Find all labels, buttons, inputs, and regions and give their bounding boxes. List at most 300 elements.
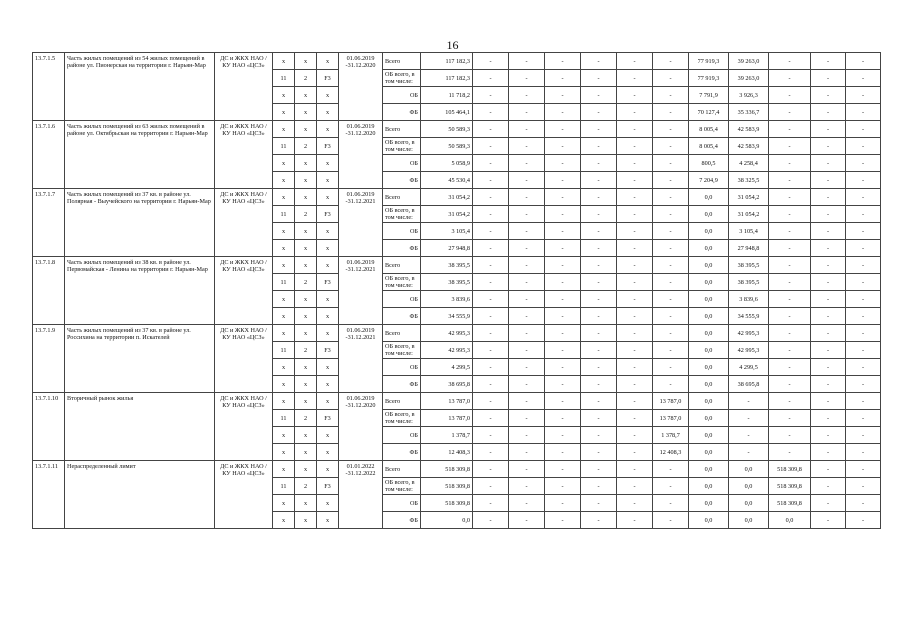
year-value: - [769, 172, 811, 189]
year-value: - [811, 427, 846, 444]
year-value: - [581, 223, 617, 240]
year-value: - [769, 240, 811, 257]
total-value: 4 299,5 [421, 359, 473, 376]
year-value: - [811, 257, 846, 274]
year-value: - [846, 240, 881, 257]
total-value: 34 555,9 [421, 308, 473, 325]
year-value: - [653, 461, 689, 478]
year-value: - [653, 512, 689, 529]
code-cell: х [273, 325, 295, 342]
year-value: 4 299,5 [729, 359, 769, 376]
year-value: - [473, 138, 509, 155]
year-value: - [581, 206, 617, 223]
year-value: - [653, 138, 689, 155]
year-value: - [545, 461, 581, 478]
year-value: - [509, 257, 545, 274]
year-value: - [581, 274, 617, 291]
code-cell: х [317, 461, 339, 478]
year-value: - [811, 189, 846, 206]
year-value: 13 787,0 [653, 393, 689, 410]
code-cell: 2 [295, 410, 317, 427]
year-value: - [811, 461, 846, 478]
year-value: 0,0 [689, 223, 729, 240]
year-value: - [581, 342, 617, 359]
item-executor: ДС и ЖКХ НАО / КУ НАО «ЦСЗ» [215, 257, 273, 325]
year-value: - [473, 308, 509, 325]
year-value: 34 555,9 [729, 308, 769, 325]
year-value: - [846, 461, 881, 478]
year-value: - [653, 240, 689, 257]
year-value: - [545, 410, 581, 427]
funding-source: ОБ [383, 427, 421, 444]
year-value: - [473, 444, 509, 461]
year-value: - [769, 53, 811, 70]
year-value: 4 258,4 [729, 155, 769, 172]
total-value: 31 054,2 [421, 206, 473, 223]
year-value: - [581, 189, 617, 206]
year-value: - [846, 274, 881, 291]
code-cell: х [273, 104, 295, 121]
year-value: - [509, 325, 545, 342]
year-value: - [653, 172, 689, 189]
code-cell: х [317, 359, 339, 376]
year-value: - [473, 104, 509, 121]
year-value: - [581, 393, 617, 410]
year-value: - [581, 427, 617, 444]
year-value: - [846, 138, 881, 155]
year-value: - [846, 410, 881, 427]
year-value: - [846, 206, 881, 223]
funding-source: ОБ всего, в том числе: [383, 342, 421, 359]
item-name: Часть жилых помещений из 54 жилых помещений в районе ул. Пионерская на территории г. Нарьян-Мар [65, 53, 215, 121]
year-value: 1 378,7 [653, 427, 689, 444]
funding-source: ФБ [383, 172, 421, 189]
year-value: 42 995,3 [729, 325, 769, 342]
year-value: - [509, 240, 545, 257]
year-value: - [769, 427, 811, 444]
item-code: 13.7.1.9 [33, 325, 65, 393]
code-cell: х [295, 359, 317, 376]
year-value: - [617, 206, 653, 223]
total-value: 42 995,3 [421, 325, 473, 342]
year-value: - [509, 223, 545, 240]
year-value: - [769, 376, 811, 393]
table-row [33, 121, 881, 138]
year-value: - [769, 223, 811, 240]
year-value: - [617, 240, 653, 257]
code-cell: х [317, 512, 339, 529]
year-value: 42 583,9 [729, 121, 769, 138]
year-value: - [769, 359, 811, 376]
code-cell: х [317, 240, 339, 257]
code-cell: х [295, 325, 317, 342]
code-cell: х [273, 53, 295, 70]
item-code: 13.7.1.7 [33, 189, 65, 257]
year-value: - [653, 308, 689, 325]
page-number: 16 [446, 38, 459, 52]
year-value: - [846, 53, 881, 70]
year-value: - [811, 478, 846, 495]
item-dates: 01.06.2019 -31.12.2020 [339, 53, 383, 121]
year-value: - [811, 121, 846, 138]
year-value: - [769, 444, 811, 461]
code-cell: 2 [295, 206, 317, 223]
year-value: - [617, 138, 653, 155]
year-value: - [509, 427, 545, 444]
year-value: - [846, 172, 881, 189]
year-value: - [545, 291, 581, 308]
year-value: - [811, 342, 846, 359]
year-value: - [811, 376, 846, 393]
total-value: 42 995,3 [421, 342, 473, 359]
year-value: - [846, 359, 881, 376]
year-value: - [545, 444, 581, 461]
year-value: - [769, 70, 811, 87]
year-value: - [545, 393, 581, 410]
total-value: 38 395,5 [421, 274, 473, 291]
code-cell: 11 [273, 206, 295, 223]
year-value: - [811, 410, 846, 427]
total-value: 50 589,3 [421, 138, 473, 155]
code-cell: 11 [273, 70, 295, 87]
year-value: - [509, 410, 545, 427]
year-value: - [617, 393, 653, 410]
code-cell: х [317, 393, 339, 410]
item-dates: 01.06.2019 -31.12.2021 [339, 189, 383, 257]
year-value: - [509, 274, 545, 291]
year-value: - [581, 478, 617, 495]
funding-source: Всего [383, 121, 421, 138]
code-cell: F3 [317, 138, 339, 155]
code-cell: х [317, 121, 339, 138]
funding-source: ОБ всего, в том числе: [383, 206, 421, 223]
code-cell: х [295, 172, 317, 189]
funding-source: ФБ [383, 444, 421, 461]
code-cell: х [273, 155, 295, 172]
funding-source: Всего [383, 257, 421, 274]
code-cell: х [273, 427, 295, 444]
year-value: - [545, 257, 581, 274]
code-cell: х [317, 172, 339, 189]
total-value: 27 948,8 [421, 240, 473, 257]
year-value: 0,0 [689, 461, 729, 478]
year-value: - [545, 206, 581, 223]
funding-source: Всего [383, 461, 421, 478]
year-value: 0,0 [689, 240, 729, 257]
year-value: - [617, 444, 653, 461]
year-value: 70 127,4 [689, 104, 729, 121]
year-value: - [617, 274, 653, 291]
code-cell: 2 [295, 478, 317, 495]
year-value: - [509, 308, 545, 325]
year-value: - [545, 189, 581, 206]
year-value: - [617, 291, 653, 308]
code-cell: х [317, 495, 339, 512]
year-value: - [509, 172, 545, 189]
code-cell: х [295, 512, 317, 529]
code-cell: х [295, 240, 317, 257]
code-cell: х [317, 376, 339, 393]
funding-source: ОБ [383, 223, 421, 240]
year-value: - [617, 53, 653, 70]
year-value: - [545, 342, 581, 359]
year-value: - [653, 495, 689, 512]
code-cell: F3 [317, 410, 339, 427]
total-value: 1 378,7 [421, 427, 473, 444]
year-value: 0,0 [689, 189, 729, 206]
year-value: - [846, 393, 881, 410]
year-value: - [846, 376, 881, 393]
code-cell: х [273, 223, 295, 240]
year-value: - [473, 325, 509, 342]
year-value: - [769, 155, 811, 172]
year-value: - [617, 427, 653, 444]
year-value: - [473, 121, 509, 138]
year-value: - [509, 87, 545, 104]
funding-source: ФБ [383, 240, 421, 257]
year-value: - [545, 274, 581, 291]
code-cell: х [273, 461, 295, 478]
total-value: 13 787,0 [421, 410, 473, 427]
code-cell: х [273, 87, 295, 104]
year-value: - [509, 512, 545, 529]
year-value: 42 995,3 [729, 342, 769, 359]
year-value: 518 309,8 [769, 495, 811, 512]
code-cell: 2 [295, 138, 317, 155]
year-value: 0,0 [689, 512, 729, 529]
year-value: - [473, 359, 509, 376]
year-value: - [769, 274, 811, 291]
code-cell: х [317, 427, 339, 444]
year-value: - [617, 478, 653, 495]
code-cell: х [295, 461, 317, 478]
year-value: - [545, 87, 581, 104]
table-row [33, 461, 881, 478]
item-executor: ДС и ЖКХ НАО / КУ НАО «ЦСЗ» [215, 393, 273, 461]
year-value: 77 919,3 [689, 53, 729, 70]
code-cell: 2 [295, 342, 317, 359]
year-value: - [769, 138, 811, 155]
year-value: - [545, 138, 581, 155]
year-value: - [581, 70, 617, 87]
total-value: 518 309,8 [421, 461, 473, 478]
year-value: - [653, 189, 689, 206]
funding-source: ОБ всего, в том числе: [383, 138, 421, 155]
year-value: 31 054,2 [729, 189, 769, 206]
table-row [33, 393, 881, 410]
year-value: - [811, 291, 846, 308]
code-cell: х [317, 257, 339, 274]
year-value: - [617, 359, 653, 376]
year-value: - [509, 359, 545, 376]
year-value: - [545, 223, 581, 240]
year-value: - [581, 461, 617, 478]
total-value: 12 408,3 [421, 444, 473, 461]
year-value: - [769, 291, 811, 308]
year-value: - [617, 257, 653, 274]
year-value: - [581, 155, 617, 172]
year-value: - [811, 70, 846, 87]
year-value: - [653, 359, 689, 376]
funding-source: ФБ [383, 104, 421, 121]
year-value: - [581, 512, 617, 529]
year-value: - [545, 121, 581, 138]
year-value: - [545, 240, 581, 257]
year-value: 12 408,3 [653, 444, 689, 461]
year-value: - [509, 393, 545, 410]
year-value: - [581, 325, 617, 342]
year-value: - [811, 240, 846, 257]
year-value: - [846, 495, 881, 512]
year-value: - [846, 291, 881, 308]
year-value: - [509, 444, 545, 461]
year-value: - [473, 495, 509, 512]
code-cell: х [317, 155, 339, 172]
year-value: - [509, 495, 545, 512]
code-cell: х [317, 308, 339, 325]
code-cell: х [273, 291, 295, 308]
year-value: - [545, 104, 581, 121]
year-value: - [545, 325, 581, 342]
year-value: - [581, 53, 617, 70]
year-value: - [581, 121, 617, 138]
year-value: - [617, 104, 653, 121]
funding-source: Всего [383, 393, 421, 410]
year-value: - [473, 393, 509, 410]
year-value: - [581, 410, 617, 427]
year-value: - [545, 172, 581, 189]
year-value: 3 839,6 [729, 291, 769, 308]
year-value: - [509, 53, 545, 70]
code-cell: F3 [317, 206, 339, 223]
code-cell: 11 [273, 410, 295, 427]
year-value: - [769, 308, 811, 325]
year-value: - [473, 70, 509, 87]
year-value: - [769, 342, 811, 359]
item-name: Вторичный рынок жилья [65, 393, 215, 461]
year-value: - [811, 325, 846, 342]
year-value: - [846, 308, 881, 325]
year-value: 38 325,5 [729, 172, 769, 189]
year-value: - [545, 512, 581, 529]
year-value: - [846, 223, 881, 240]
year-value: 0,0 [689, 342, 729, 359]
code-cell: х [295, 257, 317, 274]
year-value: - [473, 376, 509, 393]
code-cell: х [295, 189, 317, 206]
funding-source: Всего [383, 325, 421, 342]
year-value: - [653, 104, 689, 121]
year-value: - [617, 410, 653, 427]
code-cell: х [273, 359, 295, 376]
year-value: 35 336,7 [729, 104, 769, 121]
code-cell: х [295, 87, 317, 104]
code-cell: 11 [273, 342, 295, 359]
year-value: - [846, 104, 881, 121]
year-value: 0,0 [689, 257, 729, 274]
year-value: 0,0 [689, 393, 729, 410]
year-value: - [509, 461, 545, 478]
year-value: - [581, 291, 617, 308]
code-cell: х [273, 189, 295, 206]
year-value: - [769, 104, 811, 121]
total-value: 31 054,2 [421, 189, 473, 206]
year-value: 39 263,0 [729, 53, 769, 70]
year-value: 38 395,5 [729, 274, 769, 291]
year-value: - [617, 512, 653, 529]
year-value: - [509, 376, 545, 393]
year-value: - [617, 308, 653, 325]
year-value: 3 105,4 [729, 223, 769, 240]
year-value: - [811, 155, 846, 172]
year-value: - [473, 427, 509, 444]
year-value: - [617, 223, 653, 240]
year-value: - [653, 274, 689, 291]
year-value: - [545, 308, 581, 325]
item-dates: 01.06.2019 -31.12.2021 [339, 257, 383, 325]
year-value: - [846, 478, 881, 495]
funding-source: ФБ [383, 308, 421, 325]
year-value: - [581, 308, 617, 325]
funding-source: ОБ всего, в том числе: [383, 70, 421, 87]
funding-source: ОБ [383, 495, 421, 512]
item-code: 13.7.1.5 [33, 53, 65, 121]
code-cell: х [295, 155, 317, 172]
year-value: - [729, 393, 769, 410]
code-cell: х [295, 308, 317, 325]
year-value: - [811, 512, 846, 529]
year-value: - [509, 478, 545, 495]
funding-source: ФБ [383, 376, 421, 393]
year-value: - [509, 121, 545, 138]
year-value: 0,0 [689, 308, 729, 325]
code-cell: х [295, 427, 317, 444]
year-value: - [653, 87, 689, 104]
item-dates: 01.06.2019 -31.12.2021 [339, 325, 383, 393]
year-value: 0,0 [689, 206, 729, 223]
table-row [33, 257, 881, 274]
code-cell: 11 [273, 274, 295, 291]
funding-source: ОБ [383, 87, 421, 104]
item-executor: ДС и ЖКХ НАО / КУ НАО «ЦСЗ» [215, 53, 273, 121]
year-value: 0,0 [689, 376, 729, 393]
table-row [33, 325, 881, 342]
year-value: - [581, 138, 617, 155]
code-cell: 2 [295, 274, 317, 291]
code-cell: х [295, 53, 317, 70]
year-value: - [846, 87, 881, 104]
year-value: 0,0 [729, 461, 769, 478]
year-value: - [811, 172, 846, 189]
total-value: 117 182,3 [421, 70, 473, 87]
year-value: 13 787,0 [653, 410, 689, 427]
year-value: - [846, 512, 881, 529]
year-value: 8 005,4 [689, 121, 729, 138]
year-value: 0,0 [689, 359, 729, 376]
code-cell: х [273, 121, 295, 138]
year-value: - [473, 87, 509, 104]
year-value: - [653, 478, 689, 495]
year-value: 77 919,3 [689, 70, 729, 87]
code-cell: х [295, 223, 317, 240]
code-cell: х [317, 325, 339, 342]
code-cell: х [273, 257, 295, 274]
code-cell: х [273, 393, 295, 410]
year-value: - [617, 155, 653, 172]
funding-source: ОБ всего, в том числе: [383, 410, 421, 427]
year-value: - [653, 257, 689, 274]
year-value: - [846, 121, 881, 138]
